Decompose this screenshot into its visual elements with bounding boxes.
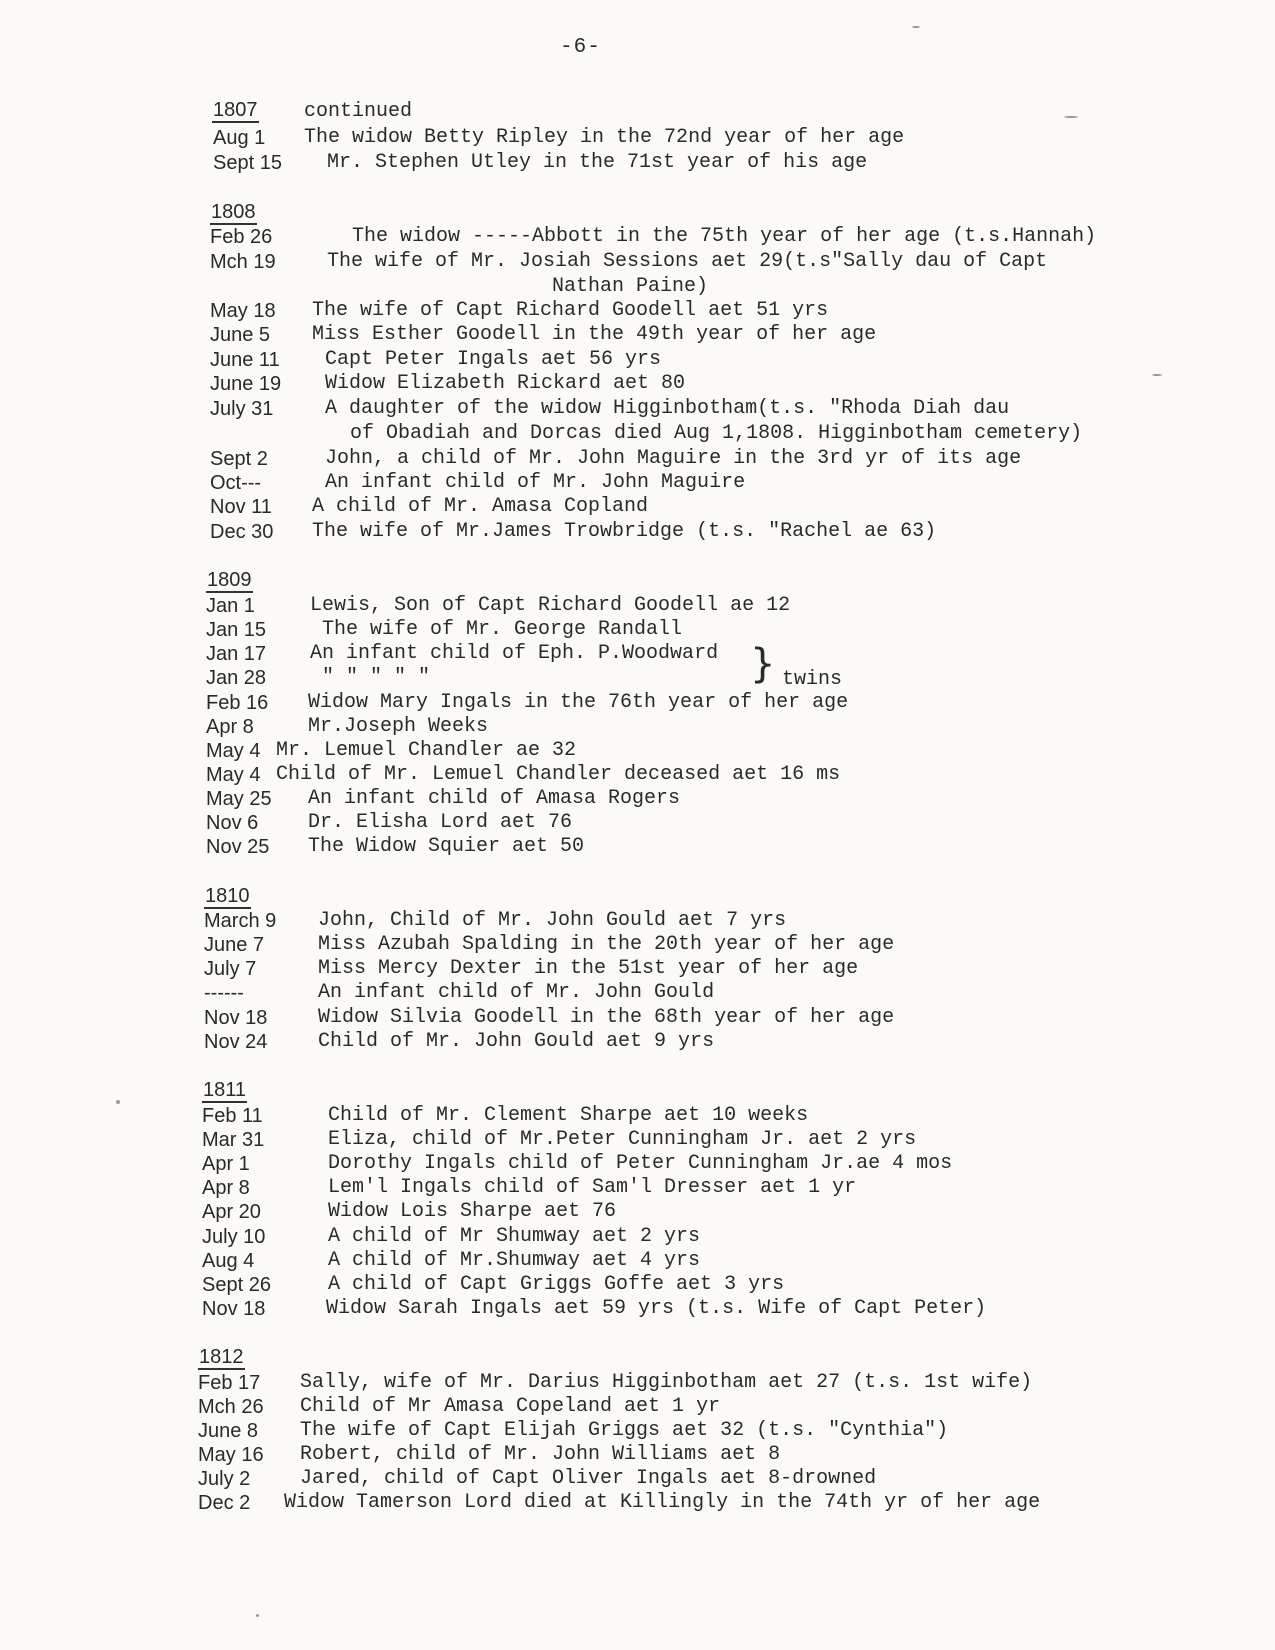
scan-speck [256, 1614, 259, 1617]
entry-date: Jan 17 [206, 643, 267, 665]
page-number: -6- [560, 36, 601, 59]
entry-text: Robert, child of Mr. John Williams aet 8 [300, 1443, 781, 1466]
entry-text: Jared, child of Capt Oliver Ingals aet 8-drowned [300, 1467, 877, 1490]
year-heading-1808: 1808 [211, 201, 256, 223]
entry-date: Feb 17 [198, 1372, 261, 1394]
entry-date: May 4 [206, 740, 261, 762]
entry-text: Lem'l Ingals child of Sam'l Dresser aet 1 yr [328, 1176, 857, 1199]
entry-date: June 19 [210, 373, 282, 395]
entry-text: Widow Elizabeth Rickard aet 80 [325, 372, 686, 395]
entry-date: Aug 4 [202, 1250, 255, 1272]
entry-date: June 7 [204, 934, 265, 956]
entry-date: Apr 20 [202, 1201, 261, 1223]
scan-speck [1064, 116, 1078, 118]
entry-date: Jan 15 [206, 619, 267, 641]
entry-date: June 5 [210, 324, 271, 346]
entry-text: " " " " " [322, 666, 431, 689]
scan-speck [1152, 374, 1162, 376]
entry-text: An infant child of Mr. John Gould [318, 981, 715, 1004]
year-heading-1810: 1810 [205, 885, 250, 907]
entry-date: July 2 [198, 1468, 251, 1490]
entry-text: A daughter of the widow Higginbotham(t.s. "Rhoda Diah dau [325, 397, 1010, 420]
entry-date: Jan 28 [206, 667, 267, 689]
entry-date: Apr 1 [202, 1153, 250, 1175]
entry-date: Oct--- [210, 472, 262, 494]
entry-text: The wife of Capt Elijah Griggs aet 32 (t.s. "Cynthia") [300, 1419, 949, 1442]
scan-speck [116, 1100, 120, 1104]
entry-date: Nov 6 [206, 812, 259, 834]
entry-date: May 16 [198, 1444, 264, 1466]
entry-date: Nov 18 [204, 1007, 268, 1029]
entry-date: May 25 [206, 788, 272, 810]
entry-text: A child of Mr. Amasa Copland [312, 495, 649, 518]
entry-date: Sept 15 [213, 152, 282, 174]
entry-text: An infant child of Amasa Rogers [308, 787, 681, 810]
entry-text: Miss Mercy Dexter in the 51st year of her age [318, 957, 859, 980]
entry-date: Aug 1 [213, 127, 266, 149]
entry-text: Eliza, child of Mr.Peter Cunningham Jr. aet 2 yrs [328, 1128, 917, 1151]
entry-text: The widow Betty Ripley in the 72nd year of her age [304, 126, 905, 149]
entry-date: Nov 24 [204, 1031, 268, 1053]
entry-date: Feb 16 [206, 692, 269, 714]
entry-text: The Widow Squier aet 50 [308, 835, 585, 858]
entry-text: Widow Mary Ingals in the 76th year of her age [308, 691, 849, 714]
entry-text: Lewis, Son of Capt Richard Goodell ae 12 [310, 594, 791, 617]
entry-text: Dorothy Ingals child of Peter Cunningham Jr.ae 4 mos [328, 1152, 953, 1175]
entry-text: Child of Mr. John Gould aet 9 yrs [318, 1030, 715, 1053]
entry-text: Mr.Joseph Weeks [308, 715, 489, 738]
entry-date: Mar 31 [202, 1129, 265, 1151]
entry-text: The wife of Capt Richard Goodell aet 51 yrs [312, 299, 829, 322]
twins-brace: } [750, 641, 776, 687]
entry-text: A child of Capt Griggs Goffe aet 3 yrs [328, 1273, 785, 1296]
entry-date: Mch 26 [198, 1396, 264, 1418]
entry-continuation: Nathan Paine) [552, 275, 709, 298]
entry-date: ------ [204, 982, 244, 1004]
entry-date: July 10 [202, 1226, 266, 1248]
entry-date: Nov 18 [202, 1298, 266, 1320]
entry-text: John, Child of Mr. John Gould aet 7 yrs [318, 909, 787, 932]
entry-text: A child of Mr.Shumway aet 4 yrs [328, 1249, 701, 1272]
entry-date: May 4 [206, 764, 261, 786]
entry-date: July 7 [204, 958, 257, 980]
entry-text: Sally, wife of Mr. Darius Higginbotham aet 27 (t.s. 1st wife) [300, 1371, 1033, 1394]
entry-text: An infant child of Mr. John Maguire [325, 471, 746, 494]
entry-text: An infant child of Eph. P.Woodward [310, 642, 719, 665]
entry-continuation: of Obadiah and Dorcas died Aug 1,1808. Higginbotham cemetery) [350, 422, 1083, 445]
entry-date: July 31 [210, 398, 274, 420]
entry-date: Sept 26 [202, 1274, 271, 1296]
entry-text: A child of Mr Shumway aet 2 yrs [328, 1225, 701, 1248]
entry-text: Miss Azubah Spalding in the 20th year of her age [318, 933, 895, 956]
entry-text: Widow Sarah Ingals aet 59 yrs (t.s. Wife of Capt Peter) [326, 1297, 987, 1320]
entry-date: Jan 1 [206, 595, 255, 617]
entry-date: Apr 8 [206, 716, 254, 738]
continued-label: continued [304, 100, 413, 123]
entry-text: Child of Mr. Lemuel Chandler deceased aet 16 ms [276, 763, 841, 786]
entry-text: Miss Esther Goodell in the 49th year of her age [312, 323, 877, 346]
twins-label: twins [782, 668, 843, 691]
entry-text: The wife of Mr. George Randall [322, 618, 683, 641]
entry-date: Dec 2 [198, 1492, 251, 1514]
entry-date: Apr 8 [202, 1177, 250, 1199]
entry-date: Nov 11 [210, 496, 272, 518]
entry-text: Dr. Elisha Lord aet 76 [308, 811, 573, 834]
entry-text: The widow -----Abbott in the 75th year of her age (t.s.Hannah) [352, 225, 1097, 248]
entry-date: May 18 [210, 300, 276, 322]
entry-date: June 11 [210, 349, 280, 371]
entry-text: Child of Mr Amasa Copeland aet 1 yr [300, 1395, 721, 1418]
year-heading-1811: 1811 [203, 1079, 247, 1101]
entry-text: The wife of Mr.James Trowbridge (t.s. "Rachel ae 63) [312, 520, 937, 543]
entry-text: Mr. Stephen Utley in the 71st year of his age [327, 151, 868, 174]
year-heading-1807: 1807 [213, 99, 258, 121]
entry-text: Widow Silvia Goodell in the 68th year of her age [318, 1006, 895, 1029]
year-heading-1812: 1812 [199, 1346, 244, 1368]
entry-date: Feb 11 [202, 1105, 263, 1127]
entry-date: Mch 19 [210, 251, 276, 273]
entry-text: Widow Lois Sharpe aet 76 [328, 1200, 617, 1223]
year-heading-1809: 1809 [207, 569, 252, 591]
entry-text: Capt Peter Ingals aet 56 yrs [325, 348, 662, 371]
entry-date: Dec 30 [210, 521, 274, 543]
entry-date: June 8 [198, 1420, 259, 1442]
entry-date: Sept 2 [210, 448, 268, 470]
entry-text: Widow Tamerson Lord died at Killingly in the 74th yr of her age [284, 1491, 1041, 1514]
entry-text: Mr. Lemuel Chandler ae 32 [276, 739, 577, 762]
entry-date: Feb 26 [210, 226, 273, 248]
scan-speck [912, 26, 920, 28]
entry-text: John, a child of Mr. John Maguire in the 3rd yr of its age [325, 447, 1022, 470]
entry-date: Nov 25 [206, 836, 270, 858]
entry-date: March 9 [204, 910, 277, 932]
entry-text: The wife of Mr. Josiah Sessions aet 29(t.s"Sally dau of Capt [327, 250, 1048, 273]
entry-text: Child of Mr. Clement Sharpe aet 10 weeks [328, 1104, 809, 1127]
